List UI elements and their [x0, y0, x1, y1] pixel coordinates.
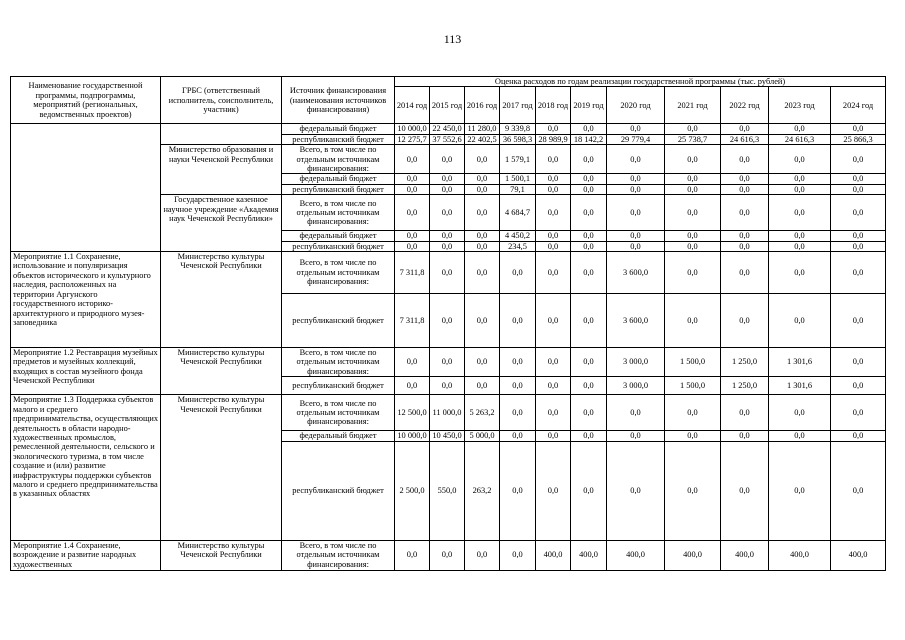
grbs-cell: Министерство культуры Чеченской Республики [161, 540, 282, 570]
value-cell: 29 779,4 [607, 134, 665, 144]
value-cell: 10 000,0 [395, 431, 430, 441]
value-cell: 0,0 [721, 184, 769, 194]
value-cell: 0,0 [831, 241, 886, 251]
value-cell: 0,0 [831, 348, 886, 377]
source-cell: республиканский бюджет [282, 294, 395, 348]
source-cell: федеральный бюджет [282, 124, 395, 134]
value-cell: 0,0 [571, 174, 607, 184]
value-cell: 0,0 [721, 395, 769, 431]
value-cell: 0,0 [607, 145, 665, 174]
value-cell: 1 301,6 [769, 377, 831, 395]
value-cell: 0,0 [571, 184, 607, 194]
value-cell: 0,0 [536, 145, 571, 174]
value-cell: 0,0 [395, 174, 430, 184]
value-cell: 0,0 [831, 431, 886, 441]
source-cell: Всего, в том числе по отдельным источникам финансирования: [282, 252, 395, 294]
value-cell: 0,0 [571, 395, 607, 431]
source-cell: республиканский бюджет [282, 134, 395, 144]
value-cell: 0,0 [607, 395, 665, 431]
value-cell: 0,0 [607, 431, 665, 441]
header-year: 2015 год [430, 87, 465, 124]
value-cell: 0,0 [571, 124, 607, 134]
value-cell: 4 450,2 [500, 231, 536, 241]
value-cell: 0,0 [831, 184, 886, 194]
source-cell: федеральный бюджет [282, 231, 395, 241]
value-cell: 0,0 [500, 441, 536, 540]
value-cell: 0,0 [536, 241, 571, 251]
value-cell: 0,0 [607, 124, 665, 134]
value-cell: 234,5 [500, 241, 536, 251]
grbs-cell: Министерство культуры Чеченской Республики [161, 252, 282, 348]
value-cell: 0,0 [769, 124, 831, 134]
value-cell: 0,0 [465, 145, 500, 174]
source-cell: Всего, в том числе по отдельным источникам финансирования: [282, 195, 395, 231]
value-cell: 0,0 [721, 195, 769, 231]
source-cell: федеральный бюджет [282, 174, 395, 184]
value-cell: 0,0 [607, 231, 665, 241]
value-cell: 0,0 [500, 540, 536, 570]
value-cell: 4 684,7 [500, 195, 536, 231]
value-cell: 0,0 [665, 195, 721, 231]
value-cell: 400,0 [665, 540, 721, 570]
value-cell: 0,0 [571, 377, 607, 395]
value-cell: 0,0 [769, 195, 831, 231]
value-cell: 0,0 [721, 241, 769, 251]
value-cell: 0,0 [536, 252, 571, 294]
header-year: 2017 год [500, 87, 536, 124]
value-cell: 0,0 [430, 540, 465, 570]
budget-table [10, 76, 886, 571]
value-cell: 1 500,1 [500, 174, 536, 184]
value-cell: 0,0 [571, 241, 607, 251]
value-cell: 37 552,6 [430, 134, 465, 144]
value-cell: 0,0 [607, 184, 665, 194]
value-cell: 28 989,9 [536, 134, 571, 144]
measure-name: Мероприятие 1.4 Сохранение, возрождение и развитие народных художественных [11, 540, 161, 570]
value-cell: 0,0 [721, 174, 769, 184]
grbs-cell: Министерство культуры Чеченской Республики [161, 395, 282, 540]
value-cell: 0,0 [571, 431, 607, 441]
value-cell: 0,0 [831, 231, 886, 241]
value-cell: 0,0 [769, 231, 831, 241]
header-estimate: Оценка расходов по годам реализации государственной программы (тыс. рублей) [395, 77, 886, 87]
value-cell: 7 311,8 [395, 252, 430, 294]
value-cell: 0,0 [769, 294, 831, 348]
value-cell: 0,0 [430, 377, 465, 395]
value-cell: 0,0 [465, 231, 500, 241]
measure-name: Мероприятие 1.3 Поддержка субъектов малого и среднего предпринимательства, осуществляющих деятельность в области народно-художественных промыслов, ремесленной деятельности, сельского и экологического туризма, в том числе создание и (или) развитие инфраструктуры поддержки субъектов малого и среднего предпринимательства в указанных областях [11, 395, 161, 540]
grbs-cell: Министерство образования и науки Чеченской Республики [161, 145, 282, 195]
value-cell: 24 616,3 [721, 134, 769, 144]
value-cell: 0,0 [500, 395, 536, 431]
value-cell: 9 339,8 [500, 124, 536, 134]
value-cell: 0,0 [430, 145, 465, 174]
value-cell: 1 250,0 [721, 348, 769, 377]
value-cell: 3 600,0 [607, 252, 665, 294]
value-cell: 3 000,0 [607, 348, 665, 377]
value-cell: 0,0 [607, 195, 665, 231]
value-cell: 0,0 [607, 174, 665, 184]
value-cell: 0,0 [465, 241, 500, 251]
value-cell: 0,0 [395, 184, 430, 194]
value-cell: 0,0 [665, 395, 721, 431]
measure-name: Мероприятие 1.1 Сохранение, использование и популяризация объектов исторического и культурного наследия, расположенных на территории Аргунского государственного историко-архитектурного и природного музея-заповедника [11, 252, 161, 348]
value-cell: 0,0 [769, 431, 831, 441]
value-cell: 0,0 [395, 231, 430, 241]
value-cell: 0,0 [665, 124, 721, 134]
header-year: 2018 год [536, 87, 571, 124]
value-cell: 0,0 [831, 252, 886, 294]
value-cell: 0,0 [721, 294, 769, 348]
value-cell: 263,2 [465, 441, 500, 540]
value-cell: 0,0 [500, 294, 536, 348]
value-cell: 0,0 [721, 231, 769, 241]
value-cell: 0,0 [721, 145, 769, 174]
header-year: 2023 год [769, 87, 831, 124]
value-cell: 0,0 [665, 184, 721, 194]
value-cell: 0,0 [430, 348, 465, 377]
value-cell: 0,0 [536, 395, 571, 431]
value-cell: 0,0 [430, 184, 465, 194]
value-cell: 0,0 [430, 174, 465, 184]
value-cell: 0,0 [831, 441, 886, 540]
value-cell: 0,0 [536, 431, 571, 441]
value-cell: 25 738,7 [665, 134, 721, 144]
value-cell: 0,0 [536, 231, 571, 241]
value-cell: 0,0 [607, 441, 665, 540]
value-cell: 0,0 [571, 348, 607, 377]
source-cell: республиканский бюджет [282, 441, 395, 540]
value-cell: 0,0 [536, 195, 571, 231]
value-cell: 0,0 [831, 174, 886, 184]
value-cell: 0,0 [430, 231, 465, 241]
value-cell: 1 500,0 [665, 348, 721, 377]
value-cell: 0,0 [665, 241, 721, 251]
value-cell: 0,0 [571, 441, 607, 540]
value-cell: 0,0 [536, 441, 571, 540]
value-cell: 0,0 [831, 395, 886, 431]
value-cell: 0,0 [465, 540, 500, 570]
header-year: 2016 год [465, 87, 500, 124]
value-cell: 0,0 [769, 395, 831, 431]
value-cell: 0,0 [571, 252, 607, 294]
header-year: 2021 год [665, 87, 721, 124]
header-grbs: ГРБС (ответственный исполнитель, соисполнитель, участник) [161, 77, 282, 124]
value-cell: 12 500,0 [395, 395, 430, 431]
value-cell: 0,0 [536, 124, 571, 134]
value-cell: 5 000,0 [465, 431, 500, 441]
value-cell: 0,0 [607, 241, 665, 251]
value-cell: 0,0 [500, 377, 536, 395]
value-cell: 11 000,0 [430, 395, 465, 431]
value-cell: 10 450,0 [430, 431, 465, 441]
value-cell: 0,0 [536, 377, 571, 395]
value-cell: 0,0 [430, 252, 465, 294]
value-cell: 0,0 [395, 540, 430, 570]
value-cell: 0,0 [831, 195, 886, 231]
value-cell: 0,0 [536, 348, 571, 377]
value-cell: 0,0 [536, 174, 571, 184]
value-cell: 400,0 [536, 540, 571, 570]
value-cell: 79,1 [500, 184, 536, 194]
value-cell: 0,0 [665, 145, 721, 174]
table-body [11, 124, 886, 570]
value-cell: 400,0 [769, 540, 831, 570]
value-cell: 0,0 [536, 184, 571, 194]
value-cell: 0,0 [665, 441, 721, 540]
value-cell: 5 263,2 [465, 395, 500, 431]
value-cell: 12 275,7 [395, 134, 430, 144]
value-cell: 0,0 [465, 174, 500, 184]
value-cell: 3 600,0 [607, 294, 665, 348]
value-cell: 550,0 [430, 441, 465, 540]
value-cell: 0,0 [500, 252, 536, 294]
grbs-cell: Государственное казенное научное учреждение «Академия наук Чеченской Республики» [161, 195, 282, 252]
value-cell: 36 598,3 [500, 134, 536, 144]
value-cell: 3 000,0 [607, 377, 665, 395]
source-cell: республиканский бюджет [282, 377, 395, 395]
header-name: Наименование государственной программы, подпрограммы, мероприятий (региональных, ведомственных проектов) [11, 77, 161, 124]
value-cell: 0,0 [769, 441, 831, 540]
source-cell: республиканский бюджет [282, 241, 395, 251]
table-row [11, 540, 886, 570]
value-cell: 0,0 [769, 145, 831, 174]
value-cell: 0,0 [831, 294, 886, 348]
source-cell: Всего, в том числе по отдельным источникам финансирования: [282, 540, 395, 570]
header-year: 2024 год [831, 87, 886, 124]
measure-name [11, 124, 161, 252]
header-row-top [11, 77, 886, 87]
source-cell: Всего, в том числе по отдельным источникам финансирования: [282, 348, 395, 377]
value-cell: 0,0 [831, 377, 886, 395]
value-cell: 0,0 [769, 252, 831, 294]
value-cell: 0,0 [831, 124, 886, 134]
page-number: 113 [443, 32, 462, 46]
value-cell: 0,0 [571, 145, 607, 174]
value-cell: 0,0 [769, 174, 831, 184]
value-cell: 0,0 [465, 195, 500, 231]
grbs-cell [161, 124, 282, 145]
value-cell: 0,0 [395, 348, 430, 377]
value-cell: 0,0 [571, 195, 607, 231]
value-cell: 0,0 [465, 348, 500, 377]
value-cell: 0,0 [395, 145, 430, 174]
value-cell: 0,0 [465, 294, 500, 348]
value-cell: 400,0 [831, 540, 886, 570]
value-cell: 0,0 [395, 195, 430, 231]
value-cell: 0,0 [500, 431, 536, 441]
source-cell: Всего, в том числе по отдельным источникам финансирования: [282, 145, 395, 174]
table-row [11, 252, 886, 294]
value-cell: 0,0 [395, 377, 430, 395]
value-cell: 0,0 [571, 231, 607, 241]
source-cell: федеральный бюджет [282, 431, 395, 441]
value-cell: 0,0 [665, 431, 721, 441]
value-cell: 400,0 [607, 540, 665, 570]
value-cell: 0,0 [465, 252, 500, 294]
value-cell: 0,0 [430, 241, 465, 251]
value-cell: 0,0 [769, 184, 831, 194]
value-cell: 0,0 [665, 294, 721, 348]
value-cell: 10 000,0 [395, 124, 430, 134]
value-cell: 0,0 [721, 252, 769, 294]
value-cell: 0,0 [395, 241, 430, 251]
grbs-cell: Министерство культуры Чеченской Республики [161, 348, 282, 395]
value-cell: 0,0 [721, 124, 769, 134]
header-year: 2020 год [607, 87, 665, 124]
header-year: 2019 год [571, 87, 607, 124]
value-cell: 22 402,5 [465, 134, 500, 144]
value-cell: 0,0 [721, 441, 769, 540]
header-year: 2014 год [395, 87, 430, 124]
value-cell: 0,0 [721, 431, 769, 441]
value-cell: 0,0 [831, 145, 886, 174]
value-cell: 2 500,0 [395, 441, 430, 540]
value-cell: 400,0 [571, 540, 607, 570]
value-cell: 7 311,8 [395, 294, 430, 348]
table-row [11, 395, 886, 431]
value-cell: 0,0 [465, 184, 500, 194]
value-cell: 0,0 [500, 348, 536, 377]
measure-name: Мероприятие 1.2 Реставрация музейных предметов и музейных коллекций, входящих в состав музейного фонда Чеченской Республики [11, 348, 161, 395]
value-cell: 0,0 [536, 294, 571, 348]
value-cell: 1 250,0 [721, 377, 769, 395]
value-cell: 0,0 [665, 174, 721, 184]
value-cell: 0,0 [665, 231, 721, 241]
value-cell: 0,0 [465, 377, 500, 395]
value-cell: 22 450,0 [430, 124, 465, 134]
value-cell: 25 866,3 [831, 134, 886, 144]
value-cell: 0,0 [430, 294, 465, 348]
value-cell: 400,0 [721, 540, 769, 570]
value-cell: 18 142,2 [571, 134, 607, 144]
value-cell: 1 301,6 [769, 348, 831, 377]
table-row [11, 348, 886, 377]
source-cell: республиканский бюджет [282, 184, 395, 194]
table-row [11, 124, 886, 134]
value-cell: 0,0 [430, 195, 465, 231]
value-cell: 0,0 [665, 252, 721, 294]
header-source: Источник финансирования (наименования источников финансирования) [282, 77, 395, 124]
value-cell: 0,0 [571, 294, 607, 348]
value-cell: 1 500,0 [665, 377, 721, 395]
value-cell: 11 280,0 [465, 124, 500, 134]
source-cell: Всего, в том числе по отдельным источникам финансирования: [282, 395, 395, 431]
value-cell: 1 579,1 [500, 145, 536, 174]
header-year: 2022 год [721, 87, 769, 124]
value-cell: 24 616,3 [769, 134, 831, 144]
value-cell: 0,0 [769, 241, 831, 251]
